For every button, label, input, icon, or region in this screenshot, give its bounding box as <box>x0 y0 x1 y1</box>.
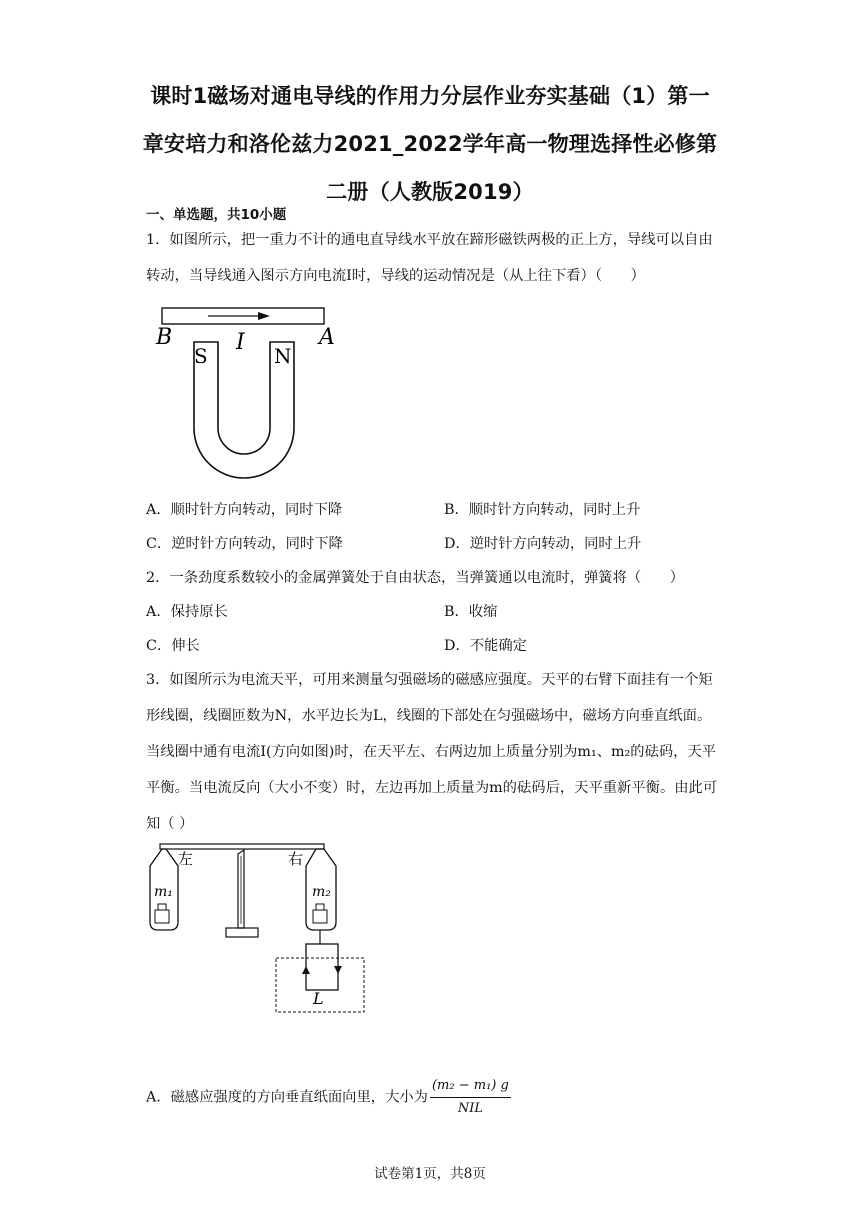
question-2-text: 2．一条劲度系数较小的金属弹簧处于自由状态，当弹簧通以电流时，弹簧将（ ） <box>146 570 685 586</box>
right-weight <box>313 910 327 923</box>
coil-arrow-down <box>334 966 342 974</box>
page-footer: 试卷第1页，共8页 <box>374 1166 486 1182</box>
label-current: I <box>236 330 245 355</box>
beam <box>160 844 324 849</box>
current-arrow-head <box>258 312 270 320</box>
left-weight <box>155 910 169 923</box>
q1-option-c: C．逆时针方向转动，同时下降 <box>146 536 343 552</box>
title-line-2: 章安培力和洛伦兹力2021_2022学年高一物理选择性必修第 <box>142 132 718 156</box>
label-s-pole: S <box>194 344 208 368</box>
section-heading: 一、单选题，共10小题 <box>146 207 287 223</box>
fraction-denominator: NIL <box>457 1101 483 1116</box>
q1-option-b: B．顺时针方向转动，同时上升 <box>444 502 641 518</box>
q3-option-a-fraction <box>430 1076 511 1119</box>
q2-option-a: A．保持原长 <box>146 604 228 620</box>
label-a: A <box>319 325 335 350</box>
current-balance-figure <box>140 838 370 1018</box>
q3-option-a-text: A．磁感应强度的方向垂直纸面向里，大小为 <box>146 1089 428 1106</box>
label-m2: m₂ <box>312 884 331 900</box>
question-3-text: 3．如图所示为电流天平，可用来测量匀强磁场的磁感应强度。天平的右臂下面挂有一个矩形线圈，线圈匝数为N，水平边长为L，线圈的下部处在匀强磁场中，磁场方向垂直纸面。当线圈中通有电流I(方向如图)时，在天平左、右两边加上质量分别为m₁、m₂的砝码，天平平衡。当电流反向（大小不变）时，左边再加上质量为m的砝码后，天平重新平衡。由此可知（ ） <box>146 672 718 832</box>
label-left: 左 <box>178 850 194 868</box>
title-line-3: 二册（人教版2019） <box>326 180 534 204</box>
horseshoe-magnet-figure <box>146 300 346 490</box>
label-b: B <box>156 325 173 350</box>
q2-option-c: C．伸长 <box>146 638 200 654</box>
stand-base <box>226 928 258 937</box>
fraction-numerator: (m₂ − m₁) g <box>430 1076 511 1098</box>
page-title <box>120 72 740 216</box>
label-l: L <box>313 989 324 1008</box>
label-m1: m₁ <box>154 884 173 900</box>
label-right: 右 <box>288 850 304 868</box>
question-1-text: 1．如图所示，把一重力不计的通电直导线水平放在蹄形磁铁两极的正上方，导线可以自由转动，当导线通入图示方向电流I时，导线的运动情况是（从上往下看）（ ） <box>146 232 713 284</box>
q2-option-b: B．收缩 <box>444 604 498 620</box>
label-n-pole: N <box>274 344 292 368</box>
coil <box>306 944 338 990</box>
q1-option-d: D．逆时针方向转动，同时上升 <box>444 536 642 552</box>
coil-arrow-up <box>302 966 310 974</box>
title-line-1: 课时1磁场对通电导线的作用力分层作业夯实基础（1）第一 <box>150 84 710 108</box>
q1-option-a: A．顺时针方向转动，同时下降 <box>146 502 343 518</box>
q2-option-d: D．不能确定 <box>444 638 527 654</box>
q3-option-a <box>146 1076 511 1119</box>
